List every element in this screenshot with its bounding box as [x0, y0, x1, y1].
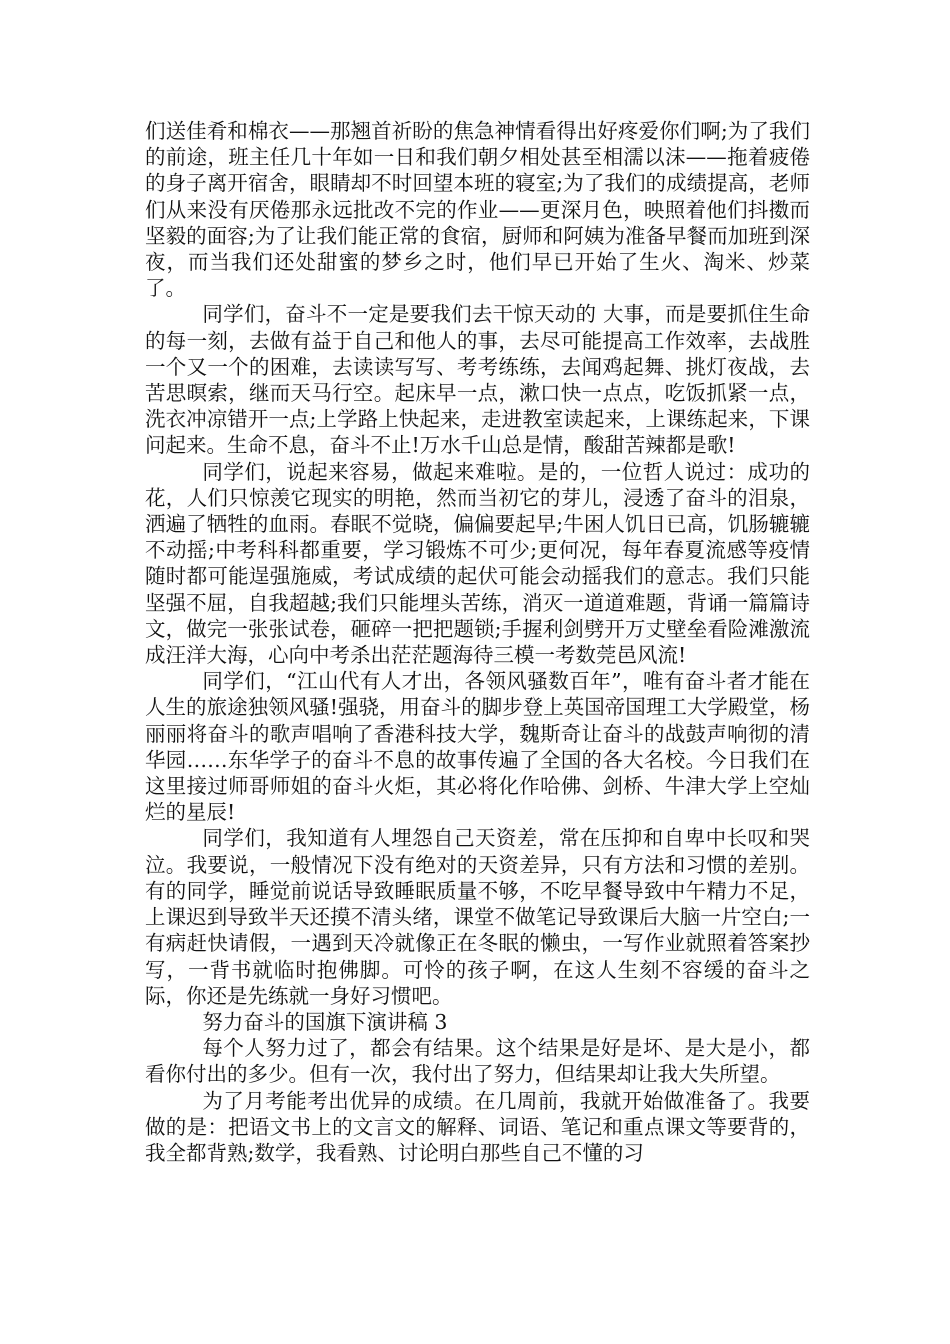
section-paragraph-1: 每个人努力过了，都会有结果。这个结果是好是坏、是大是小，都看你付出的多少。但有一次，我付出了努力，但结果却让我大失所望。 [145, 1036, 810, 1087]
paragraph-1: 们送佳肴和棉衣——那翘首祈盼的焦急神情看得出好疼爱你们啊;为了我们的前途，班主任几十年如一日和我们朝夕相处甚至相濡以沫——拖着疲倦的身子离开宿舍，眼睛却不时回望本班的寝室;为了我们的成绩提高，老师们从来没有厌倦那永远批改不完的作业——更深月色，映照着他们抖擞而坚毅的面容;为了让我们能正常的食宿，厨师和阿姨为准备早餐而加班到深夜，而当我们还处甜蜜的梦乡之时，他们早已开始了生火、淘米、炒菜了。 [145, 119, 810, 301]
section-heading: 努力奋斗的国旗下演讲稿 3 [202, 1009, 448, 1034]
paragraph-5: 同学们，我知道有人埋怨自己天资差，常在压抑和自卑中长叹和哭泣。我要说，一般情况下没有绝对的天资差异，只有方法和习惯的差别。有的同学，睡觉前说话导致睡眠质量不够，不吃早餐导致中午精力不足，上课迟到导致半天还摸不清头绪，课堂不做笔记导致课后大脑一片空白;一有病赶快请假，一遇到天冷就像正在冬眠的懒虫，一写作业就照着答案抄写，一背书就临时抱佛脚。可怜的孩子啊，在这人生刻不容缓的奋斗之际，你还是先练就一身好习惯吧。 [145, 826, 810, 1008]
section-paragraph-2: 为了月考能考出优异的成绩。在几周前，我就开始做准备了。我要做的是：把语文书上的文言文的解释、词语、笔记和重点课文等要背的，我全都背熟;数学，我看熟、讨论明白那些自己不懂的习 [145, 1088, 810, 1165]
paragraph-4: 同学们，“江山代有人才出，各领风骚数百年”，唯有奋斗者才能在人生的旅途独领风骚!强骁，用奋斗的脚步登上英国帝国理工大学殿堂，杨丽丽将奋斗的歌声唱响了香港科技大学，魏斯奇让奋斗的战鼓声响彻的清华园……东华学子的奋斗不息的故事传遍了全国的各大名校。今日我们在这里接过师哥师姐的奋斗火炬，其必将化作哈佛、剑桥、牛津大学上空灿烂的星辰! [145, 669, 810, 825]
document-body [145, 118, 810, 1166]
paragraph-3: 同学们，说起来容易，做起来难啦。是的，一位哲人说过：成功的花，人们只惊羡它现实的明艳，然而当初它的芽儿，浸透了奋斗的泪泉，洒遍了牺牲的血雨。春眠不觉晓，偏偏要起早;牛困人饥日已高，饥肠辘辘不动摇;中考科科都重要，学习锻炼不可少;更何况，每年春夏流感等疫情随时都可能逞强施威，考试成绩的起伏可能会动摇我们的意志。我们只能坚强不屈，自我超越;我们只能埋头苦练，消灭一道道难题，背诵一篇篇诗文，做完一张张试卷，砸碎一把把题锁;手握利剑劈开万丈壁垒看险滩激流成汪洋大海，心向中考杀出茫茫题海待三模一考数莞邑风流! [145, 459, 810, 668]
paragraph-2: 同学们，奋斗不一定是要我们去干惊天动的 大事，而是要抓住生命的每一刻，去做有益于自己和他人的事，去尽可能提高工作效率，去战胜一个又一个的困难，去读读写写、考考练练，去闻鸡起舞、挑灯夜战，去苦思暝索，继而天马行空。起床早一点，漱口快一点点，吃饭抓紧一点，洗衣冲凉错开一点;上学路上快起来，走进教室读起来，上课练起来，下课问起来。生命不息，奋斗不止!万水千山总是情，酸甜苦辣都是歌! [145, 302, 810, 458]
